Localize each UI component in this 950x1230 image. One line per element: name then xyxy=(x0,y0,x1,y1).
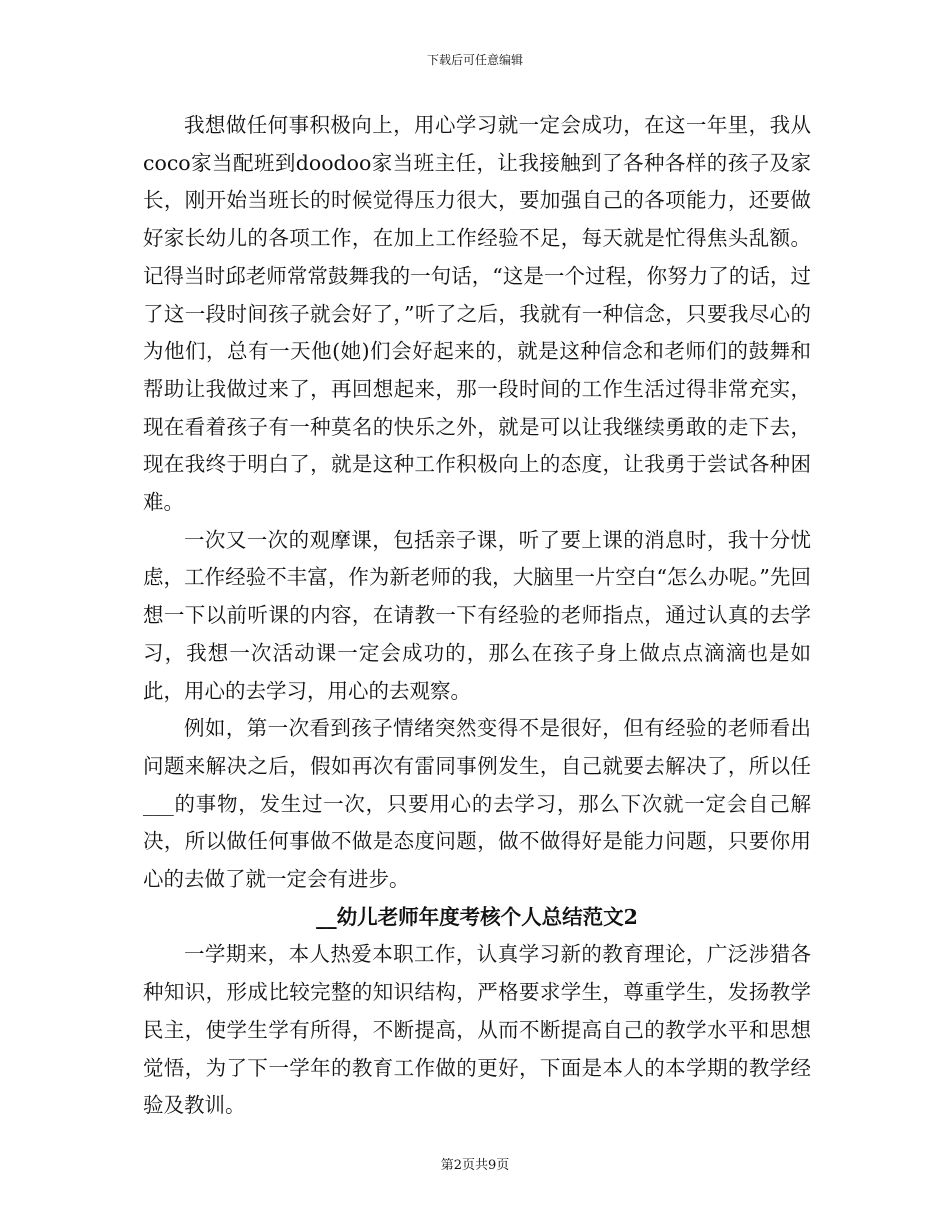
page-header: 下载后可任意编辑 xyxy=(426,53,523,67)
document-body xyxy=(143,107,811,1125)
paragraph: 一学期来，本人热爱本职工作，认真学习新的教育理论，广泛涉猎各种知识，形成比较完整的知识结构，严格要求学生，尊重学生，发扬教学民主，使学生学有所得，不断提高，从而不断提高自己的教学水平和思想觉悟，为了下一学年的教育工作做的更好，下面是本人的本学期的教学经验及教训。 xyxy=(143,942,811,1118)
paragraph: 一次又一次的观摩课，包括亲子课，听了要上课的消息时，我十分忧虑，工作经验不丰富，作为新老师的我，大脑里一片空白“怎么办呢。”先回想一下以前听课的内容，在请教一下有经验的老师指点，通过认真的去学习，我想一次活动课一定会成功的，那么在孩子身上做点点滴滴也是如此，用心的去学习，用心的去观察。 xyxy=(143,527,811,703)
page-number: 第2页共9页 xyxy=(440,1158,510,1173)
paragraph: 我想做任何事积极向上，用心学习就一定会成功，在这一年里，我从coco家当配班到doodoo家当班主任，让我接触到了各种各样的孩子及家长，刚开始当班长的时候觉得压力很大，要加强自己的各项能力，还要做好家长幼儿的各项工作，在加上工作经验不足，每天就是忙得焦头乱额。记得当时邱老师常常鼓舞我的一句话，“这是一个过程，你努力了的话，过了这一段时间孩子就会好了，”听了之后，我就有一种信念，只要我尽心的为他们，总有一天他(她)们会好起来的，就是这种信念和老师们的鼓舞和帮助让我做过来了，再回想起来，那一段时间的工作生活过得非常充实，现在看着孩子有一种莫名的快乐之外，就是可以让我继续勇敢的走下去，现在我终于明白了，就是这种工作积极向上的态度，让我勇于尝试各种困难。 xyxy=(143,113,811,515)
paragraph: 例如，第一次看到孩子情绪突然变得不是很好，但有经验的老师看出问题来解决之后，假如再次有雷同事例发生，自己就要去解决了，所以任___的事物，发生过一次，只要用心的去学习，那么下次就一定会自己解决，所以做任何事做不做是态度问题，做不做得好是能力问题，只要你用心的去做了就一定会有进步。 xyxy=(143,716,811,892)
section-title: __幼儿老师年度考核个人总结范文2 xyxy=(316,904,638,929)
